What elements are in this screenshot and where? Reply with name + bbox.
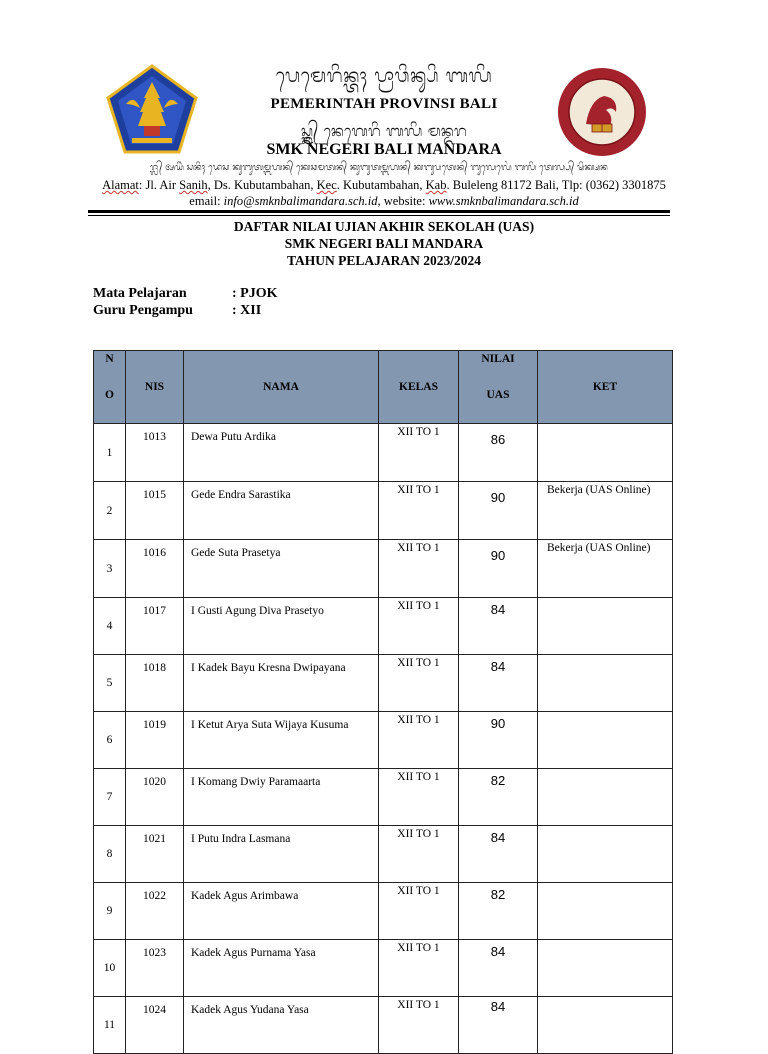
cell-nis: 1023: [126, 940, 184, 997]
header-no: [94, 351, 126, 424]
email-link[interactable]: info@smknbalimandara.sch.id: [223, 194, 378, 208]
cell-no: 4: [94, 598, 126, 655]
table-row: [94, 424, 673, 482]
cell-no: 5: [94, 655, 126, 712]
header-no-bottom: O: [105, 389, 114, 401]
header-no-top: N: [105, 353, 114, 365]
cell-nama: Kadek Agus Purnama Yasa: [184, 940, 379, 997]
cell-nama: I Ketut Arya Suta Wijaya Kusuma: [184, 712, 379, 769]
subject-value: : PJOK: [232, 286, 278, 301]
cell-uas: 90: [459, 540, 538, 598]
address-village: , Ds. Kubutambahan,: [207, 178, 317, 192]
header-ket: KET: [538, 351, 673, 424]
website-link[interactable]: www.smknbalimandara.sch.id: [428, 194, 579, 208]
cell-kelas: XII TO 1: [379, 997, 459, 1054]
address-district: . Kubutambahan,: [336, 178, 426, 192]
document-subtitle-year: TAHUN PELAJARAN 2023/2024: [286, 253, 481, 268]
cell-nama: Dewa Putu Ardika: [184, 424, 379, 482]
header-kelas: KELAS: [379, 351, 459, 424]
balinese-script-government: ᬧᬾᬫᬾᬭᬶᬦ᭄ᬢᬄ ᬧ᭄ᬭᬵᬯᬶᬦ᭄ᬲᬶ ᬩᬮᬶ: [275, 65, 493, 87]
school-seal-icon: [556, 66, 648, 158]
table-header-row: [94, 351, 673, 424]
cell-uas: 84: [459, 598, 538, 655]
cell-uas: 90: [459, 482, 538, 540]
letterhead-rule-thick: [88, 210, 670, 213]
cell-kelas: XII TO 1: [379, 424, 459, 482]
teacher-value: : XII: [232, 303, 262, 318]
cell-ket: Bekerja (UAS Online): [538, 482, 673, 540]
school-address: [0, 178, 768, 193]
cell-no: 1: [94, 424, 126, 482]
cell-nis: 1024: [126, 997, 184, 1054]
header-nama: NAMA: [184, 351, 379, 424]
cell-nis: 1019: [126, 712, 184, 769]
table-row: [94, 482, 673, 540]
table-row: [94, 712, 673, 769]
cell-no: 8: [94, 826, 126, 883]
address-street: : Jl. Air: [138, 178, 180, 192]
cell-uas: 82: [459, 883, 538, 940]
cell-no: 9: [94, 883, 126, 940]
cell-nis: 1022: [126, 883, 184, 940]
cell-ket: [538, 598, 673, 655]
address-sanih: Sanih: [179, 178, 208, 192]
cell-uas: 90: [459, 712, 538, 769]
cell-ket: [538, 655, 673, 712]
address-kab: Kab: [425, 178, 447, 192]
teacher-row: [93, 303, 261, 319]
cell-no: 3: [94, 540, 126, 598]
cell-uas: 84: [459, 826, 538, 883]
cell-kelas: XII TO 1: [379, 598, 459, 655]
email-label: email: [189, 194, 218, 208]
cell-no: 7: [94, 769, 126, 826]
cell-uas: 82: [459, 769, 538, 826]
table-row: [94, 997, 673, 1054]
cell-kelas: XII TO 1: [379, 540, 459, 598]
cell-ket: [538, 424, 673, 482]
school-contact: email: info@smknbalimandara.sch.id, website: www.smknbalimandara.sch.id: [189, 194, 579, 208]
subject-row: [93, 286, 278, 302]
cell-ket: [538, 997, 673, 1054]
table-row: [94, 655, 673, 712]
balinese-script-school: ᬲ᭄ᬫ᭄ᬓ᭄ ᬦᬾᬕᬾᬭᬶ ᬩᬮᬶ ᬫᬦ᭄ᬤᬭ: [301, 122, 467, 140]
header-uas: [459, 351, 538, 424]
cell-nis: 1018: [126, 655, 184, 712]
subject-label: Mata Pelajaran: [93, 286, 187, 301]
document-title: DAFTAR NILAI UJIAN AKHIR SEKOLAH (UAS): [233, 219, 535, 234]
cell-nis: 1013: [126, 424, 184, 482]
government-name: PEMERINTAH PROVINSI BALI: [270, 96, 498, 112]
cell-nis: 1021: [126, 826, 184, 883]
cell-kelas: XII TO 1: [379, 712, 459, 769]
cell-uas: 84: [459, 655, 538, 712]
cell-nama: I Gusti Agung Diva Prasetyo: [184, 598, 379, 655]
cell-nis: 1016: [126, 540, 184, 598]
cell-nama: I Kadek Bayu Kresna Dwipayana: [184, 655, 379, 712]
cell-ket: [538, 883, 673, 940]
cell-nama: Gede Endra Sarastika: [184, 482, 379, 540]
grades-table-body: [94, 424, 673, 1054]
grades-table: [93, 350, 673, 1054]
document-subtitle-school: SMK NEGERI BALI MANDARA: [284, 236, 484, 251]
cell-kelas: XII TO 1: [379, 769, 459, 826]
website-label: , website:: [377, 194, 429, 208]
cell-nama: I Putu Indra Lasmana: [184, 826, 379, 883]
address-kec: Kec: [316, 178, 337, 192]
cell-ket: [538, 769, 673, 826]
cell-ket: [538, 826, 673, 883]
table-row: [94, 769, 673, 826]
cell-ket: [538, 940, 673, 997]
header-uas-top: NILAI: [481, 353, 515, 365]
cell-uas: 84: [459, 997, 538, 1054]
cell-kelas: XII TO 1: [379, 655, 459, 712]
cell-nama: Gede Suta Prasetya: [184, 540, 379, 598]
cell-uas: 84: [459, 940, 538, 997]
cell-uas: 86: [459, 424, 538, 482]
teacher-label: Guru Pengampu: [93, 303, 193, 318]
cell-ket: [538, 712, 673, 769]
cell-kelas: XII TO 1: [379, 883, 459, 940]
letterhead-rule-thin: [88, 215, 670, 216]
table-row: [94, 826, 673, 883]
table-row: [94, 883, 673, 940]
cell-nis: 1015: [126, 482, 184, 540]
letterhead: [0, 0, 768, 220]
cell-nis: 1017: [126, 598, 184, 655]
cell-kelas: XII TO 1: [379, 940, 459, 997]
address-label: Alamat: [102, 178, 139, 192]
table-row: [94, 940, 673, 997]
cell-nama: Kadek Agus Arimbawa: [184, 883, 379, 940]
cell-no: 6: [94, 712, 126, 769]
cell-ket: Bekerja (UAS Online): [538, 540, 673, 598]
header-nis: NIS: [126, 351, 184, 424]
cell-kelas: XII TO 1: [379, 826, 459, 883]
cell-no: 2: [94, 482, 126, 540]
cell-nama: I Komang Dwiy Paramaarta: [184, 769, 379, 826]
cell-nis: 1020: [126, 769, 184, 826]
cell-no: 10: [94, 940, 126, 997]
balinese-script-address: ᬚ᭄ᬮ᭄ ᬅᬬᬶᬃ ᬲᬦᬶᬄ ᬤᬾᬲ ᬓᬸᬩᬸᬢᬫ᭄ᬩᬳᬦ᭄ ᬓᬾᬘᬫᬢᬦ᭄ ᬓᬸᬩᬸᬢᬫ᭄ᬩᬳᬦ᭄ ᬓᬩᬸᬧᬢᬾᬦ᭄ ᬩᬸᬮᬾᬮᬾᬂ ᬩᬮᬶ ᬢᬾᬮ᭄ᬧ᭄ ᬱᬶᬓ᭄ᬱᬦ: [150, 163, 608, 173]
address-regency: . Buleleng 81172 Bali, Tlp: (0362) 3301875: [446, 178, 666, 192]
table-row: [94, 540, 673, 598]
cell-nama: Kadek Agus Yudana Yasa: [184, 997, 379, 1054]
table-row: [94, 598, 673, 655]
cell-kelas: XII TO 1: [379, 482, 459, 540]
cell-no: 11: [94, 997, 126, 1054]
school-name: SMK NEGERI BALI MANDARA: [266, 141, 502, 158]
header-uas-bottom: UAS: [486, 389, 510, 401]
